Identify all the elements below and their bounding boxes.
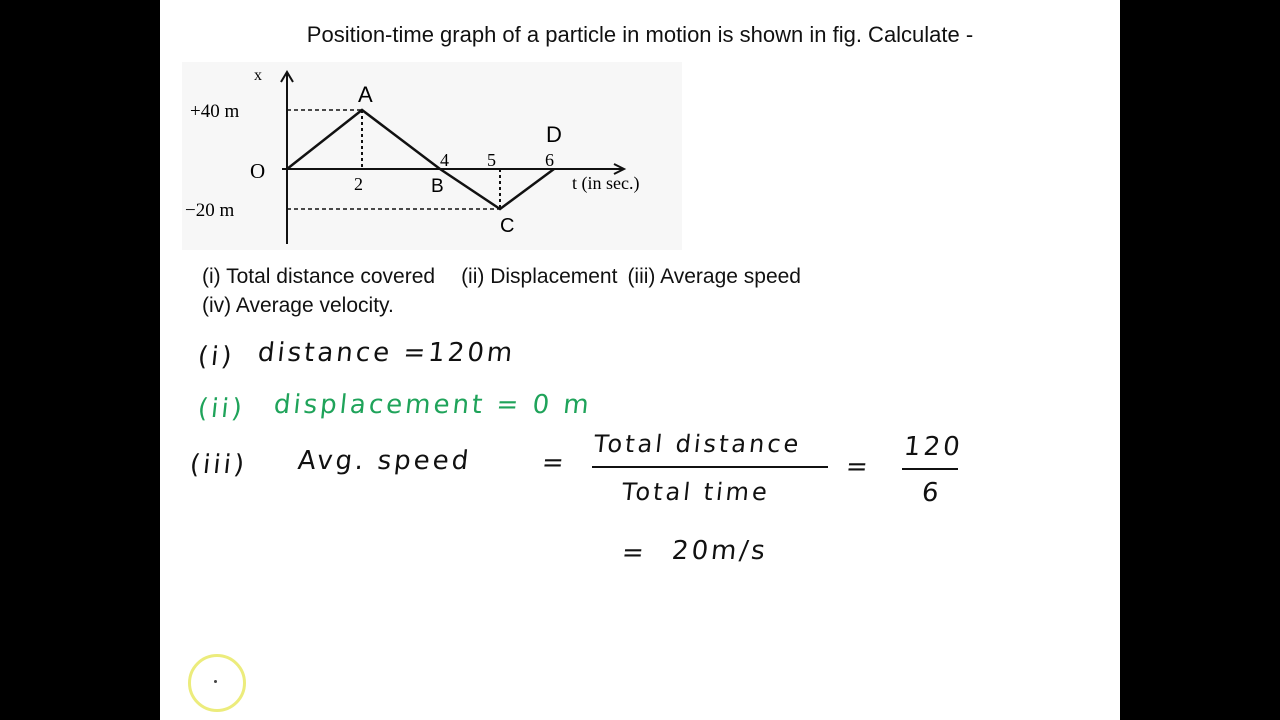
answer-2-label: (ii) — [196, 394, 247, 424]
point-a-label: A — [358, 82, 373, 107]
pointer-highlight-ring — [188, 654, 246, 712]
question-2: (ii) Displacement — [461, 265, 618, 288]
question-4: (iv) Average velocity. — [202, 294, 394, 317]
slide — [160, 0, 1120, 720]
value-numerator: 120 — [902, 432, 965, 462]
answer-1-text: distance =120m — [256, 338, 517, 368]
fraction-bar — [592, 466, 828, 468]
value-denominator: 6 — [920, 478, 944, 508]
question-3: (iii) Average speed — [627, 265, 801, 288]
questions-row-1 — [202, 262, 801, 291]
origin-label: O — [250, 159, 266, 183]
question-1: (i) Total distance covered — [202, 265, 436, 288]
answer-2-text: displacement = 0 m — [272, 390, 594, 420]
figure-background — [182, 62, 682, 250]
position-time-graph — [182, 62, 682, 250]
pointer-dot — [214, 680, 217, 683]
x-tick-2: 2 — [354, 174, 363, 194]
equals-sign-2: = — [844, 452, 873, 482]
point-b-label: B — [431, 176, 444, 197]
answer-3-text: Avg. speed — [296, 446, 473, 476]
fraction-numerator: Total distance — [592, 430, 803, 458]
slide-title: Position-time graph of a particle in motion is shown in fig. Calculate - — [306, 22, 974, 47]
x-tick-5: 5 — [487, 150, 496, 170]
questions — [202, 262, 801, 320]
answer-1-label: (i) — [196, 342, 237, 372]
equals-sign-1: = — [540, 448, 569, 478]
point-d-label: D — [546, 122, 562, 147]
answer-3-label: (iii) — [188, 450, 249, 480]
point-c-label: C — [500, 215, 515, 237]
fraction-denominator: Total time — [620, 478, 772, 506]
result-value: 20m/s — [670, 536, 770, 566]
x-tick-4: 4 — [440, 150, 449, 170]
y-axis-label: x — [254, 67, 262, 84]
y-tick-pos: +40 m — [190, 101, 240, 122]
value-fraction-bar — [902, 468, 958, 470]
x-axis-label: t (in sec.) — [572, 173, 640, 193]
questions-row-2 — [202, 291, 801, 320]
x-tick-6: 6 — [545, 150, 554, 170]
equals-sign-3: = — [620, 538, 649, 568]
y-tick-neg: −20 m — [185, 200, 235, 221]
